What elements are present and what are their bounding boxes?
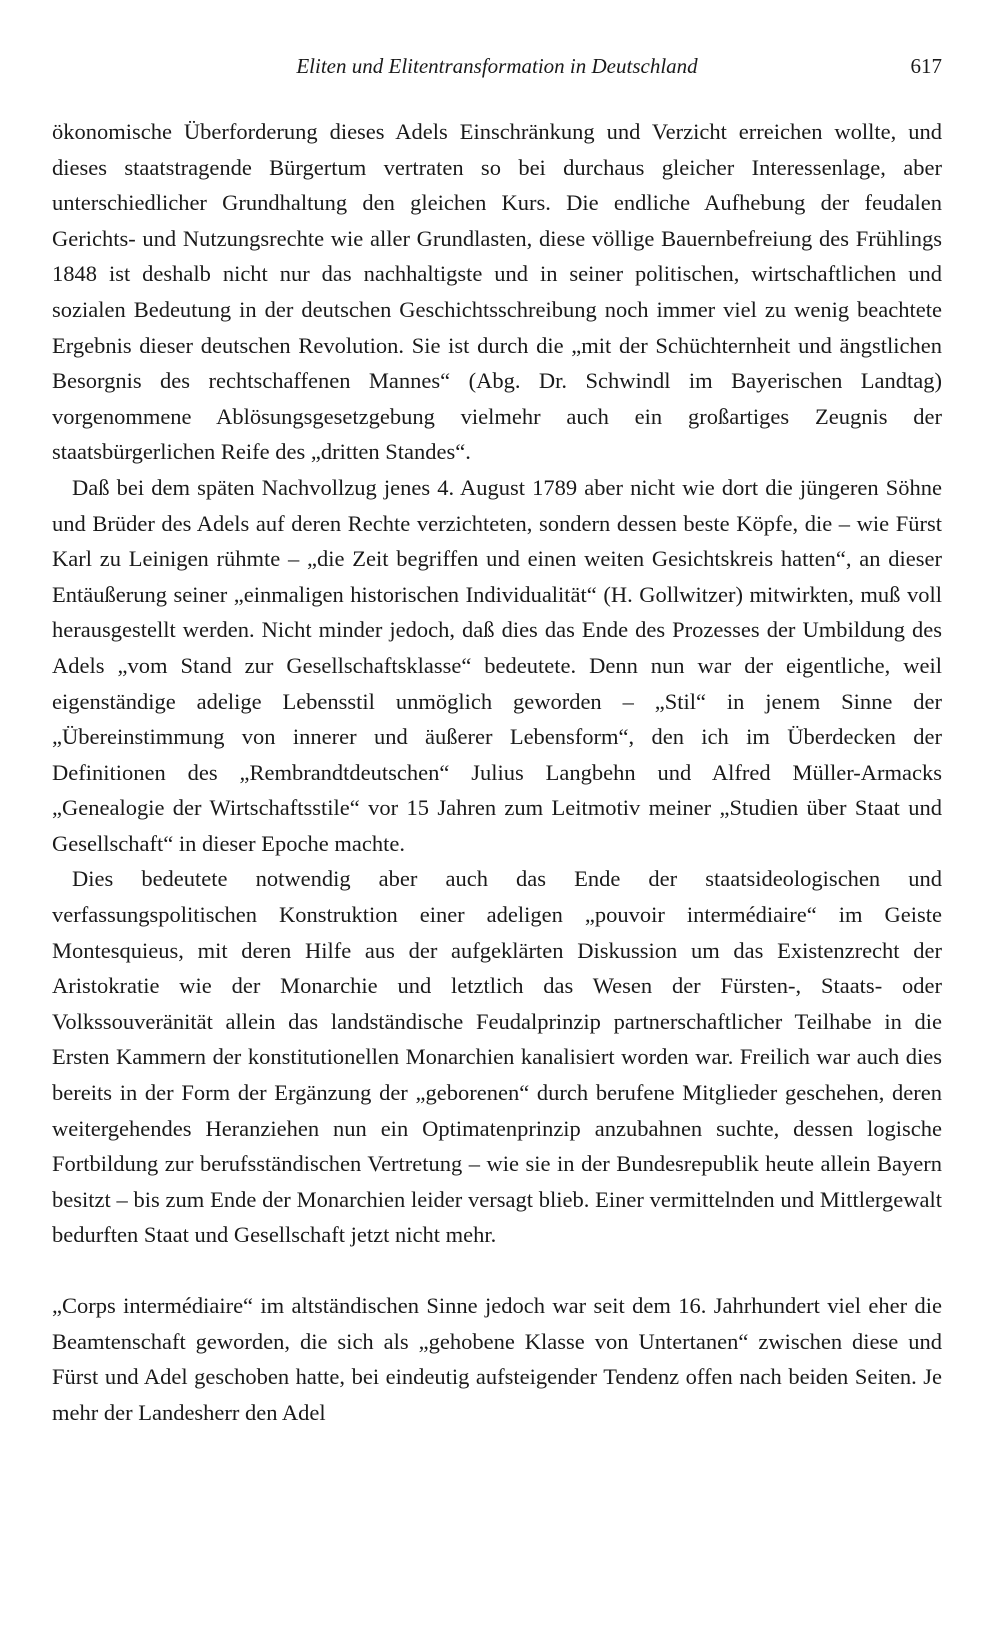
paragraph-3: Dies bedeutete notwendig aber auch das Ende der staatsideologischen und verfassungspolitischen Konstruktion einer adeligen „pouvoir intermédiaire“ im Geiste Montesquieus, mit deren Hilfe aus der aufgeklärten Diskussion um das Existenzrecht der Aristokratie wie der Monarchie und letztlich das Wesen der Fürsten-, Staats- oder Volkssouveränität allein das landständische Feudalprinzip partnerschaftlicher Teilhabe in die Ersten Kammern der konstitutionellen Monarchien kanalisiert worden war. Freilich war auch dies bereits in der Form der Ergänzung der „geborenen“ durch berufene Mitglieder geschehen, deren weitergehendes Heranziehen nun ein Optimatenprinzip anzubahnen suchte, dessen logische Fortbildung zur berufsständischen Vertretung – wie sie in der Bundesrepublik heute allein Bayern besitzt – bis zum Ende der Monarchien leider versagt blieb. Einer vermittelnden und Mittlergewalt bedurften Staat und Gesellschaft jetzt nicht mehr. (52, 866, 942, 1248)
paragraph-4: „Corps intermédiaire“ im altständischen Sinne jedoch war seit dem 16. Jahrhundert viel eher die Beamtenschaft geworden, die sich als „gehobene Klasse von Untertanen“ zwischen diese und Fürst und Adel geschoben hatte, bei eindeutig aufsteigender Tendenz offen nach beiden Seiten. Je mehr der Landesherr den Adel (52, 1293, 942, 1425)
paragraph-1: ökonomische Überforderung dieses Adels Einschränkung und Verzicht erreichen wollte, und dieses staatstragende Bürgertum vertraten so bei durchaus gleicher Interessenlage, aber unterschiedlicher Grundhaltung den gleichen Kurs. Die endliche Aufhebung der feudalen Gerichts- und Nutzungsrechte wie aller Grundlasten, diese völlige Bauernbefreiung des Frühlings 1848 ist deshalb nicht nur das nachhaltigste und in seiner politischen, wirtschaftlichen und sozialen Bedeutung in der deutschen Geschichtsschreibung noch immer viel zu wenig beachtete Ergebnis dieser deutschen Revolution. Sie ist durch die „mit der Schüchternheit und ängstlichen Besorgnis des rechtschaffenen Mannes“ (Abg. Dr. Schwindl im Bayerischen Landtag) vorgenommene Ablösungsgesetzgebung vielmehr auch ein großartiges Zeugnis der staatsbürgerlichen Reife des „dritten Standes“. (52, 119, 942, 465)
page-number: 617 (910, 54, 942, 78)
page-header (52, 48, 942, 84)
running-title: Eliten und Elitentransformation in Deutschland (296, 54, 698, 78)
body-text (52, 114, 942, 1430)
paragraph-2: Daß bei dem späten Nachvollzug jenes 4. August 1789 aber nicht wie dort die jüngeren Söhne und Brüder des Adels auf deren Rechte verzichteten, sondern dessen beste Köpfe, die – wie Fürst Karl zu Leinigen rühmte – „die Zeit begriffen und einen weiten Gesichtskreis hatten“, an dieser Entäußerung seiner „einmaligen historischen Individualität“ (H. Gollwitzer) mitwirkten, muß voll herausgestellt werden. Nicht minder jedoch, daß dies das Ende des Prozesses der Umbildung des Adels „vom Stand zur Gesellschaftsklasse“ bedeutete. Denn nun war der eigentliche, weil eigenständige adelige Lebensstil unmöglich geworden – „Stil“ in jenem Sinne der „Übereinstimmung von innerer und äußerer Lebensform“, den ich im Überdecken der Definitionen des „Rembrandtdeutschen“ Julius Langbehn und Alfred Müller-Armacks „Genealogie der Wirtschaftsstile“ vor 15 Jahren zum Leitmotiv meiner „Studien über Staat und Gesellschaft“ in dieser Epoche machte. (52, 474, 942, 856)
